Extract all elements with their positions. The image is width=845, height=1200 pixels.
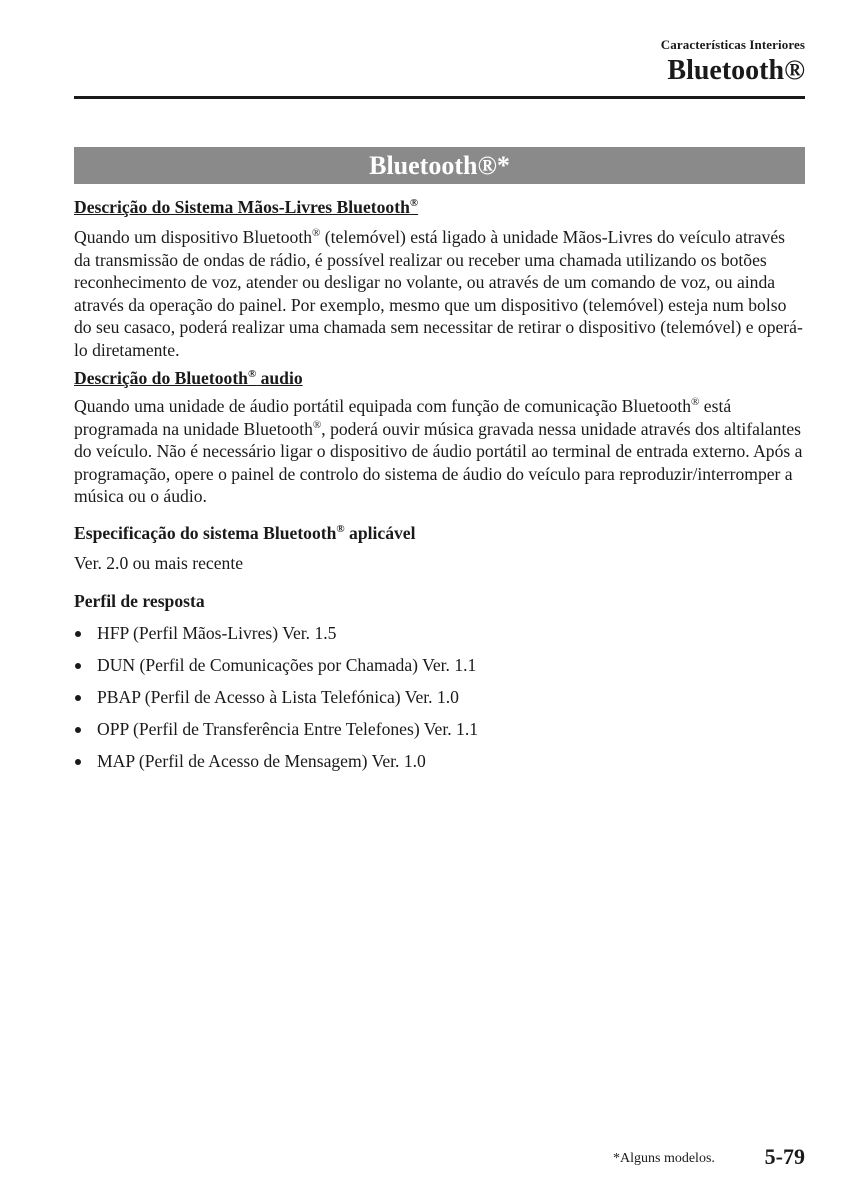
list-item: HFP (Perfil Mãos-Livres) Ver. 1.5 bbox=[74, 622, 805, 645]
heading-profiles: Perfil de resposta bbox=[74, 591, 205, 611]
bullet-icon bbox=[75, 759, 81, 765]
bullet-icon bbox=[75, 727, 81, 733]
section-title: Bluetooth® bbox=[667, 55, 805, 86]
paragraph-spec: Ver. 2.0 ou mais recente bbox=[74, 552, 244, 573]
paragraph-handsfree: Quando um dispositivo Bluetooth® (telemóvel) está ligado à unidade Mãos-Livres do veículo através da transmissão de ondas de rádio, é possível realizar ou receber uma chamada utilizando os botões reconhecimento de voz, atender ou desligar no volante, ou através de um comando de voz, ou ainda através da operação do painel. Por exemplo, mesmo que um dispositivo (telemóvel) esteja num bolso do seu casaco, poderá realizar uma chamada sem necessitar de retirar o dispositivo (telemóvel) e operá-lo diretamente. bbox=[74, 227, 803, 360]
header-divider bbox=[74, 96, 805, 99]
page-number: 5-79 bbox=[764, 1144, 805, 1169]
paragraph-audio: Quando uma unidade de áudio portátil equipada com função de comunicação Bluetooth® está programada na unidade Bluetooth®, poderá ouvir música gravada nessa unidade através dos altifalantes do veículo. Não é necessário ligar o dispositivo de áudio portátil ao terminal de entrada externo. Após a programação, opere o painel de controlo do sistema de áudio do veículo para reproduzir/interromper a música ou o áudio. bbox=[74, 396, 803, 506]
heading-audio: Descrição do Bluetooth® audio bbox=[74, 368, 303, 388]
profile-list bbox=[74, 622, 805, 773]
list-item: PBAP (Perfil de Acesso à Lista Telefónica) Ver. 1.0 bbox=[74, 686, 805, 709]
list-item: OPP (Perfil de Transferência Entre Telefones) Ver. 1.1 bbox=[74, 718, 805, 741]
bullet-icon bbox=[75, 663, 81, 669]
topic-banner: Bluetooth®* bbox=[74, 147, 805, 184]
heading-spec: Especificação do sistema Bluetooth® aplicável bbox=[74, 522, 416, 543]
chapter-title: Características Interiores bbox=[660, 37, 805, 52]
bullet-icon bbox=[75, 631, 81, 637]
footnote: *Alguns modelos. bbox=[613, 1151, 715, 1166]
bullet-icon bbox=[75, 695, 81, 701]
page-content bbox=[74, 194, 805, 782]
list-item: MAP (Perfil de Acesso de Mensagem) Ver. 1.0 bbox=[74, 750, 805, 773]
heading-handsfree: Descrição do Sistema Mãos-Livres Bluetooth® bbox=[74, 197, 419, 217]
list-item: DUN (Perfil de Comunicações por Chamada) Ver. 1.1 bbox=[74, 654, 805, 677]
